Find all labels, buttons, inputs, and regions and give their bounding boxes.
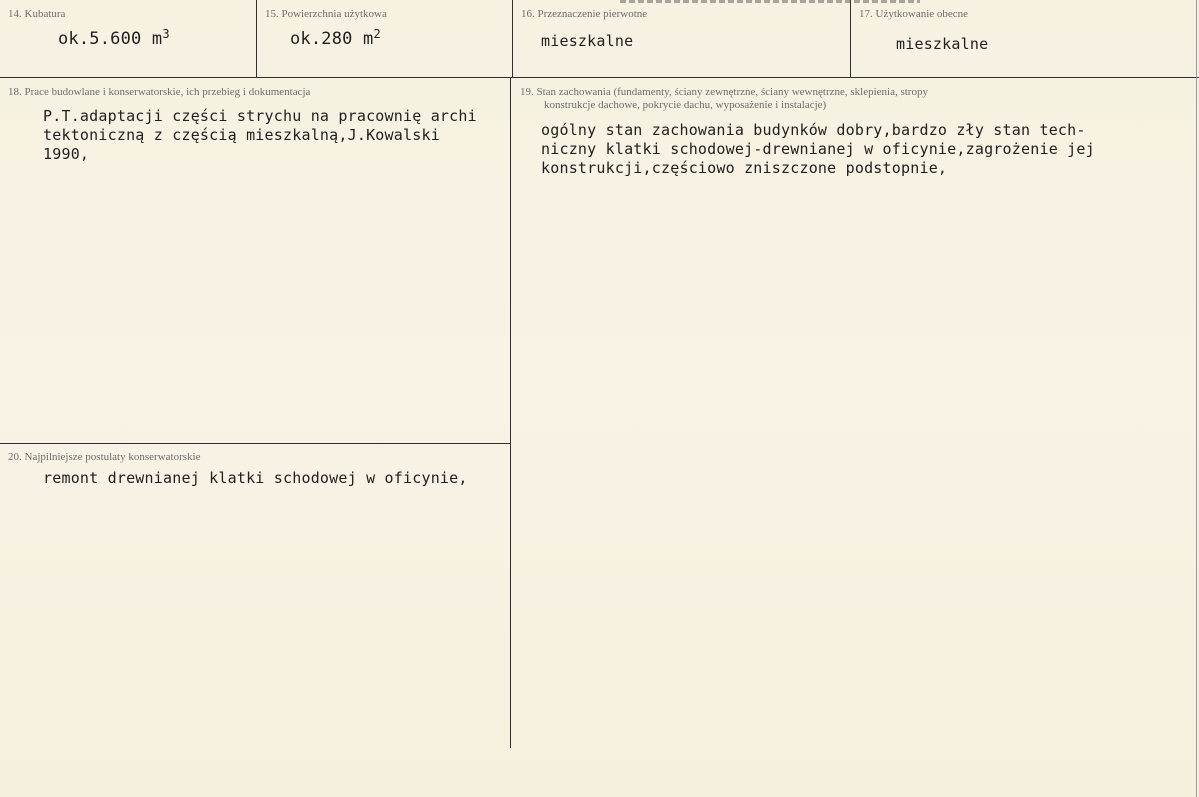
field-19-label-line-2: konstrukcje dachowe, pokrycie dachu, wyposażenie i instalacje) [544, 99, 827, 111]
field-18-line-1: P.T.adaptacji części strychu na pracownię archi [43, 107, 477, 125]
field-17-label: 17. Użytkowanie obecne [859, 8, 969, 20]
field-15-label: 15. Powierzchnia użytkowa [265, 8, 387, 20]
field-14-superscript: 3 [162, 27, 170, 41]
divider-18-19 [510, 78, 511, 748]
field-20-value: remont drewnianej klatki schodowej w oficynie, [43, 469, 468, 487]
field-18-line-3: 1990, [43, 145, 90, 163]
field-18-label: 18. Prace budowlane i konserwatorskie, ich przebieg i dokumentacja [8, 86, 311, 98]
field-15-superscript: 2 [373, 27, 381, 41]
field-15-value [290, 24, 381, 49]
field-19-line-1: ogólny stan zachowania budynków dobry,bardzo zły stan tech- [541, 121, 1086, 139]
field-15-text: ok.280 m [290, 29, 374, 49]
field-18-line-2: tektoniczną z częścią mieszkalną,J.Kowalski [43, 126, 440, 144]
field-14-text: ok.5.600 m [58, 29, 163, 49]
top-edge-typing-fragment [620, 0, 920, 3]
field-16-value: mieszkalne [541, 32, 634, 50]
field-16-label: 16. Przeznaczenie pierwotne [521, 8, 648, 20]
field-19-line-3: konstrukcji,częściowo zniszczone podstopnie, [541, 159, 948, 177]
right-edge [1196, 0, 1197, 797]
field-19-label-line-1: 19. Stan zachowania (fundamenty, ściany zewnętrzne, ściany wewnętrzne, sklepienia, stropy [520, 86, 928, 98]
field-17-value: mieszkalne [896, 35, 989, 53]
divider-14-15 [256, 0, 257, 77]
divider-16-17 [850, 0, 851, 77]
divider-15-16 [512, 0, 513, 77]
field-20-label: 20. Najpilniejsze postulaty konserwatorskie [8, 451, 201, 463]
field-19-line-2: niczny klatki schodowej-drewnianej w oficynie,zagrożenie jej [541, 140, 1095, 158]
field-14-label: 14. Kubatura [8, 8, 66, 20]
section-18-bottom-border [0, 443, 510, 444]
top-row-bottom-border [0, 77, 1199, 78]
field-14-value [58, 24, 170, 49]
